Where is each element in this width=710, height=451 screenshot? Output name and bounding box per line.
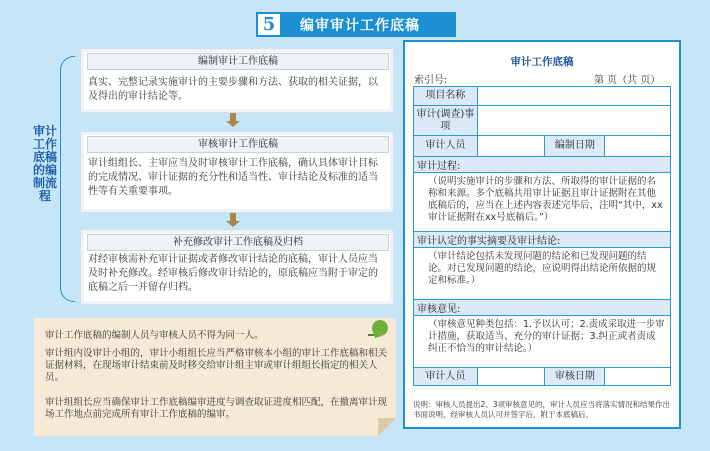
project-name-label: 项目名称	[414, 87, 478, 106]
flow-side-label: 审计工作底稿的编制流程	[32, 124, 57, 203]
form-footnote: 说明：审核人员提出2、3项审核意见的，审计人员应当将落实情况和结果作出书面说明，经审核人员认可并签字后，附于本底稿后。	[413, 400, 671, 419]
audit-process-text: （说明实施审计的步骤和方法、所取得的审计证据的名称和来源。多个底稿共用审计证据且审计证据附在其他底稿后的，应当在上述内容表述完毕后，注明“其中，xx审计证据附在xx号底稿后。”）	[414, 173, 671, 232]
auditor-field-2[interactable]	[477, 368, 545, 386]
audit-matter-label: 审计(调查)事项	[414, 106, 478, 136]
note-3: 审计组组长应当确保审计工作底稿编审进度与调查取证进度相匹配，在撤离审计现场工作地点前完成所有审计工作底稿的编审。	[45, 397, 388, 420]
auditor-label-2: 审计人员	[414, 368, 478, 386]
note-2: 审计组内设审计小组的，审计小组组长应当严格审核本小组的审计工作底稿和相关证据材料，在现场审计结束前及时移交给审计组主审或审计组组长指定的相关人员。	[45, 348, 388, 383]
facts-conclusion-text: （审计结论包括未发现问题的结论和已发现问题的结论。对已发现问题的结论，应说明得出结论所依据的规定和标准。）	[414, 248, 671, 300]
prepare-date-label: 编制日期	[545, 136, 605, 157]
facts-conclusion-label: 审计认定的事实摘要及审计结论:	[414, 232, 671, 248]
audit-process-label: 审计过程:	[414, 157, 671, 173]
review-opinion-label: 审核意见:	[414, 300, 671, 316]
prepare-date-field[interactable]	[605, 136, 671, 157]
audit-matter-field[interactable]	[477, 106, 670, 136]
section-header	[256, 12, 456, 37]
down-arrow-icon	[226, 113, 240, 127]
note-1: 审计工作底稿的编制人员与审核人员不得为同一人。	[45, 330, 264, 341]
review-date-field[interactable]	[605, 368, 671, 386]
review-date-label: 审核日期	[545, 368, 605, 386]
flow-step-3-body: 对经审核需补充审计证据或者修改审计结论的底稿，审计人员应当及时补充修改。经审核后修改审计结论的，原底稿应当附于审定的底稿之后一并留存归档。	[88, 254, 378, 293]
auditor-field[interactable]	[477, 136, 545, 157]
page-count-label: 第 页（共 页）	[594, 75, 661, 86]
review-opinion-text: （审核意见种类包括：1.予以认可；2.责成采取进一步审计措施，获取适当、充分的审计证据；3.纠正或者责成纠正不恰当的审计结论。）	[414, 316, 671, 368]
section-number: 5	[258, 14, 280, 35]
index-number-label: 索引号:	[414, 75, 448, 86]
flow-step-3-title: 补充修改审计工作底稿及归档	[87, 234, 389, 251]
flow-step-2-body: 审计组组长、主审应当及时审核审计工作底稿，确认具体审计目标的完成情况、审计证据的充分性和适当性、审计结论及标准的适当性等有关重要事项。	[88, 158, 378, 197]
auditor-label: 审计人员	[414, 136, 478, 157]
down-arrow-icon	[226, 213, 240, 227]
form-title: 审计工作底稿	[510, 56, 574, 68]
flow-step-1-title: 编制审计工作底稿	[87, 53, 389, 70]
section-title: 编审审计工作底稿	[300, 17, 420, 34]
flow-step-1-body: 真实、完整记录实施审计的主要步骤和方法、获取的相关证据，以及得出的审计结论等。	[88, 77, 378, 102]
flow-brace	[60, 56, 75, 302]
flow-step-2-title: 审核审计工作底稿	[87, 136, 389, 153]
workpaper-table	[413, 86, 671, 386]
project-name-field[interactable]	[477, 87, 670, 106]
